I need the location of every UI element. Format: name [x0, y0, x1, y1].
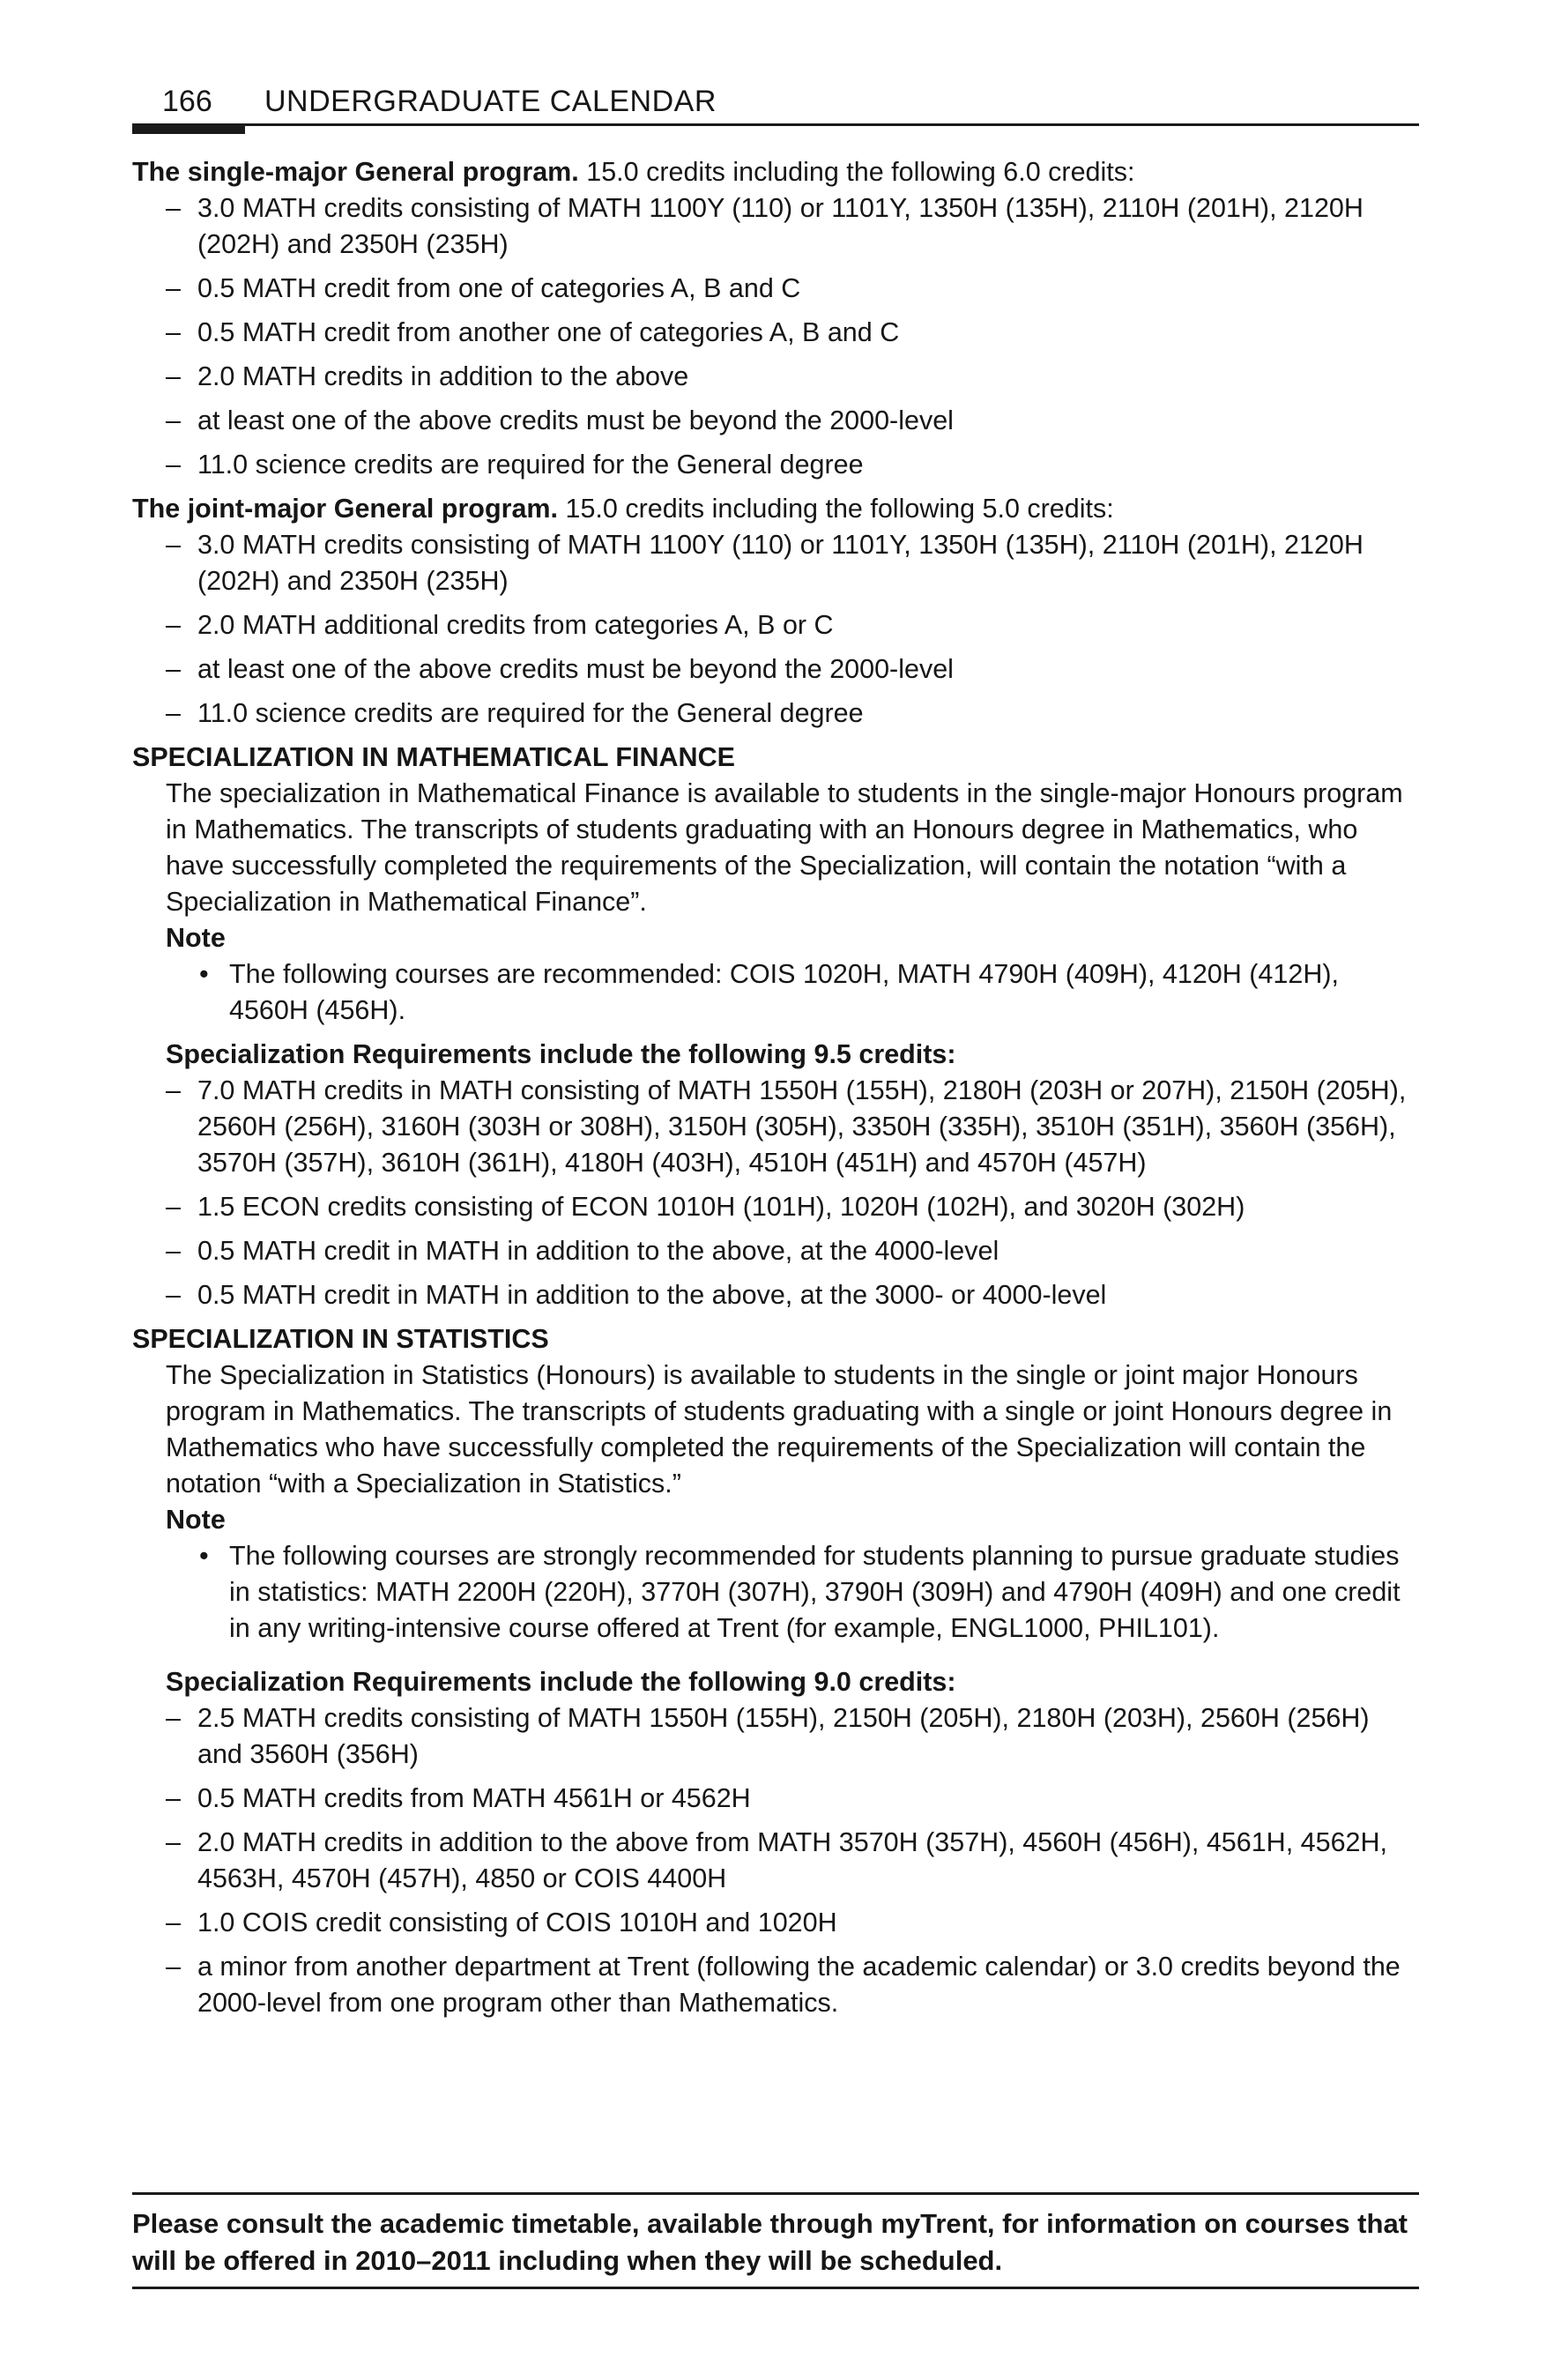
- finance-requirements-list: [132, 1073, 1419, 1313]
- running-title: UNDERGRADUATE CALENDAR: [264, 85, 717, 118]
- list-item: • The following courses are strongly recommended for students planning to pursue graduate studies in statistics: MATH 2200H (220H), 3770H (307H), 3790H (309H) and 4790H (409H) and one credit in any writing-intensive course offered at Trent (for example, ENGL1000, PHIL101).: [199, 1541, 1401, 1643]
- general-single-list: [132, 190, 1419, 483]
- list-item: – 3.0 MATH credits consisting of MATH 1100Y (110) or 1101Y, 1350H (135H), 2110H (201H), 2120H (202H) and 2350H (235H): [166, 530, 1364, 596]
- header-rule: [132, 123, 1419, 126]
- page-number: 166: [162, 85, 212, 118]
- list-item: – 2.0 MATH credits in addition to the above: [166, 361, 689, 391]
- list-item: – 0.5 MATH credit in MATH in addition to the above, at the 4000-level: [166, 1236, 999, 1266]
- list-item: – 2.0 MATH additional credits from categories A, B or C: [166, 610, 834, 640]
- timetable-notice-box: [132, 2192, 1419, 2289]
- page-content: [132, 154, 1419, 2029]
- notice-bottom-rule: [132, 2287, 1419, 2289]
- finance-intro: The specialization in Mathematical Finance is available to students in the single-major Honours program in Mathematics. The transcripts of students graduating with an Honours degree in Mathematics, who have successfully completed the requirements of the Specialization, will contain the notation “with a Specialization in Mathematical Finance”.: [166, 778, 1403, 917]
- general-single-title: The single-major General program.: [132, 157, 579, 187]
- list-item: – 0.5 MATH credit from another one of categories A, B and C: [166, 317, 900, 347]
- list-item: – 0.5 MATH credits from MATH 4561H or 4562H: [166, 1783, 751, 1813]
- finance-note-list: [132, 956, 1419, 1029]
- list-item: – at least one of the above credits must be beyond the 2000-level: [166, 405, 954, 435]
- list-item: – 2.0 MATH credits in addition to the above from MATH 3570H (357H), 4560H (456H), 4561H, 4562H, 4563H, 4570H (457H), 4850 or COIS 4400H: [166, 1827, 1387, 1893]
- finance-requirements-heading: Specialization Requirements include the following 9.5 credits:: [166, 1039, 956, 1069]
- list-item: – 0.5 MATH credit from one of categories A, B and C: [166, 273, 801, 303]
- finance-note-label: Note: [166, 923, 226, 953]
- list-item: – 0.5 MATH credit in MATH in addition to the above, at the 3000- or 4000-level: [166, 1280, 1107, 1310]
- list-item: – a minor from another department at Trent (following the academic calendar) or 3.0 credits beyond the 2000-level from one program other than Mathematics.: [166, 1952, 1401, 2018]
- list-item: – 3.0 MATH credits consisting of MATH 1100Y (110) or 1101Y, 1350H (135H), 2110H (201H), 2120H (202H) and 2350H (235H): [166, 193, 1364, 259]
- statistics-requirements-list: [132, 1700, 1419, 2021]
- general-joint-list: [132, 527, 1419, 732]
- list-item: – 1.5 ECON credits consisting of ECON 1010H (101H), 1020H (102H), and 3020H (302H): [166, 1192, 1245, 1222]
- statistics-note-list: [132, 1538, 1419, 1647]
- statistics-note-label: Note: [166, 1505, 226, 1535]
- general-joint-title: The joint-major General program.: [132, 494, 558, 524]
- list-item: – 11.0 science credits are required for the General degree: [166, 450, 864, 480]
- statistics-intro: The Specialization in Statistics (Honours) is available to students in the single or joint major Honours program in Mathematics. The transcripts of students graduating with a single or joint Honours degree in Mathematics who have successfully completed the requirements of the Specialization will contain the notation “with a Specialization in Statistics.”: [166, 1360, 1393, 1499]
- statistics-heading: SPECIALIZATION IN STATISTICS: [132, 1324, 549, 1354]
- list-item: – at least one of the above credits must be beyond the 2000-level: [166, 654, 954, 684]
- general-single-intro: [132, 154, 1419, 190]
- list-item: – 11.0 science credits are required for the General degree: [166, 698, 864, 728]
- list-item: – 7.0 MATH credits in MATH consisting of MATH 1550H (155H), 2180H (203H or 207H), 2150H (205H), 2560H (256H), 3160H (303H or 308H), 3150H (305H), 3350H (335H), 3510H (351H), 3560H (356H), 3570H (357H), 3610H (361H), 4180H (403H), 4510H (451H) and 4570H (457H): [166, 1075, 1407, 1178]
- page-header: [132, 79, 1419, 132]
- list-item: – 2.5 MATH credits consisting of MATH 1550H (155H), 2150H (205H), 2180H (203H), 2560H (256H) and 3560H (356H): [166, 1703, 1370, 1769]
- list-item: • The following courses are recommended: COIS 1020H, MATH 4790H (409H), 4120H (412H), 4560H (456H).: [199, 959, 1339, 1025]
- finance-heading: SPECIALIZATION IN MATHEMATICAL FINANCE: [132, 742, 735, 772]
- timetable-notice: Please consult the academic timetable, available through myTrent, for information on courses that will be offered in 2010–2011 including when they will be scheduled.: [132, 2208, 1408, 2276]
- general-joint-intro: [132, 491, 1419, 527]
- list-item: – 1.0 COIS credit consisting of COIS 1010H and 1020H: [166, 1908, 837, 1937]
- general-joint-text: 15.0 credits including the following 5.0 credits:: [565, 494, 1114, 524]
- general-single-text: 15.0 credits including the following 6.0 credits:: [586, 157, 1135, 187]
- header-tab-bar: [132, 123, 245, 134]
- statistics-requirements-heading: Specialization Requirements include the following 9.0 credits:: [166, 1667, 956, 1697]
